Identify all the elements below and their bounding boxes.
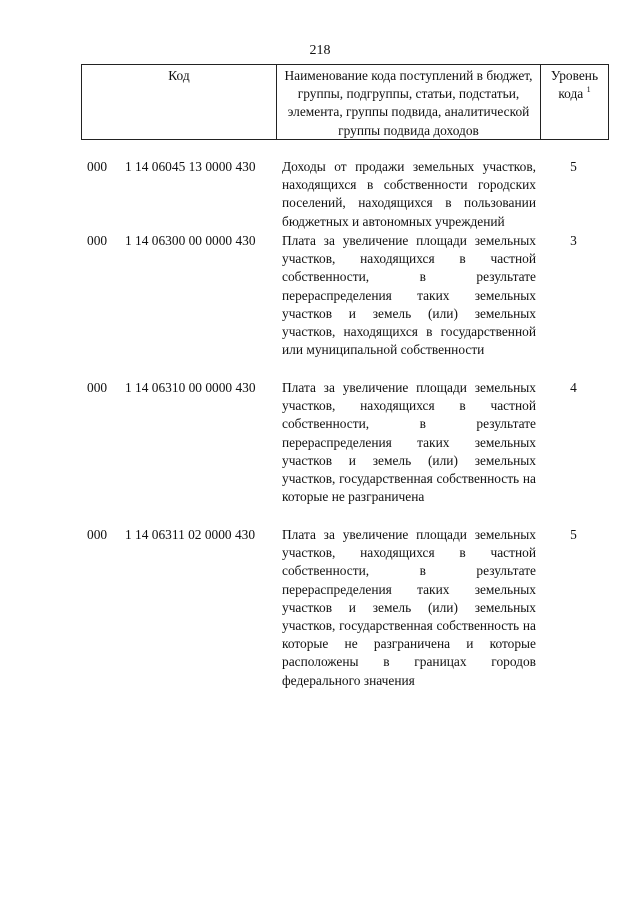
header-level-footnote: 1	[586, 85, 591, 95]
row-level: 3	[570, 233, 577, 248]
row-level: 4	[570, 380, 577, 395]
row-level: 5	[570, 527, 577, 542]
row-prefix: 000	[87, 159, 108, 174]
row-level: 5	[570, 159, 577, 174]
table-header	[81, 64, 609, 140]
row-code: 1 14 06311 02 0000 430	[125, 527, 256, 542]
row-name: Плата за увеличение площади земельных участков, находящихся в частной собственности, в результате перераспределения таких земельных участков и земель (или) земельных участков, находящихся в государственной или муниципальной собственности	[282, 233, 536, 358]
row-code: 1 14 06045 13 0000 430	[125, 159, 256, 174]
header-level	[541, 65, 608, 139]
row-code: 1 14 06300 00 0000 430	[125, 233, 256, 248]
row-code: 1 14 06310 00 0000 430	[125, 380, 256, 395]
row-name: Плата за увеличение площади земельных участков, находящихся в частной собственности, в результате перераспределения таких земельных участков и земель (или) земельных участков, государственная собственность на которые не разграничена и которые расположены в границах городов федерального значения	[282, 527, 536, 688]
row-prefix: 000	[87, 380, 108, 395]
page-number: 218	[309, 43, 331, 58]
header-code: Код	[82, 65, 277, 139]
row-prefix: 000	[87, 233, 108, 248]
row-name: Доходы от продажи земельных участков, находящихся в собственности городских поселений, находящихся в пользовании бюджетных и автономных учреждений	[282, 159, 536, 229]
header-name: Наименование кода поступлений в бюджет, группы, подгруппы, статьи, подстатьи, элемента, группы подвида, аналитической группы подвида доходов	[277, 65, 541, 139]
row-name: Плата за увеличение площади земельных участков, находящихся в частной собственности, в результате перераспределения таких земельных участков и земель (или) земельных участков, государственная собственность на которые не разграничена	[282, 380, 536, 505]
row-prefix: 000	[87, 527, 108, 542]
header-level-label: Уровень кода	[550, 68, 599, 102]
